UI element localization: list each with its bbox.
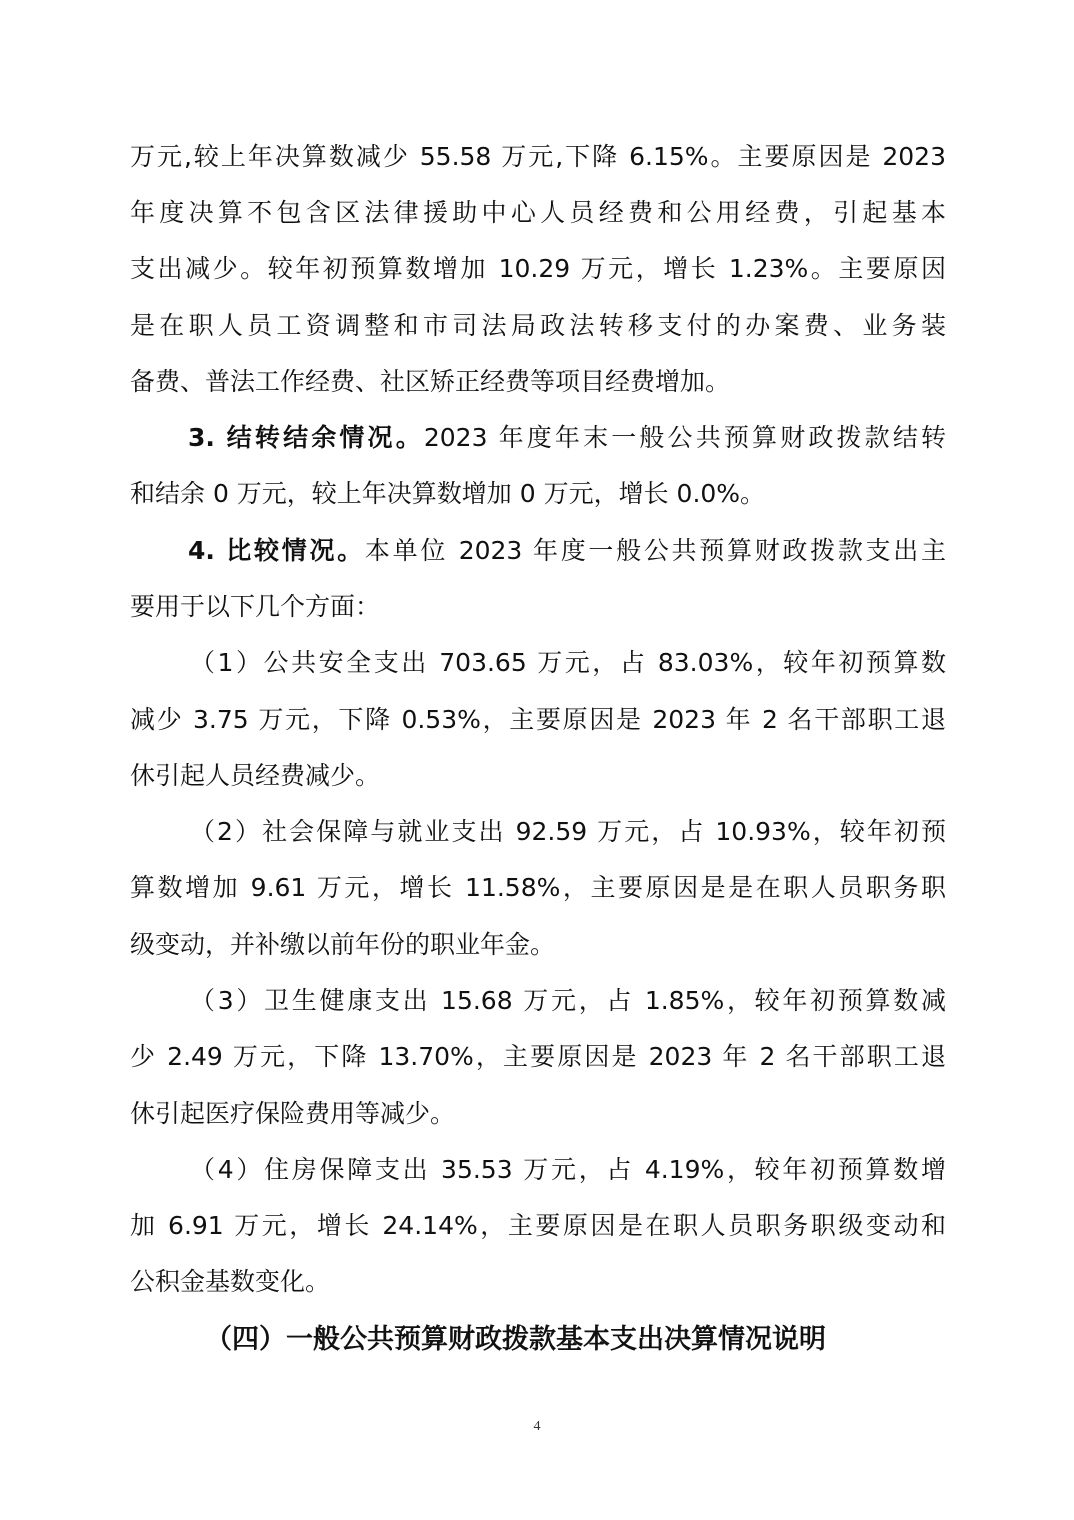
paragraph-line: 年度决算不包含区法律援助中心人员经费和公用经费，引起基本	[130, 198, 946, 227]
page-number: 4	[533, 1419, 541, 1434]
list-item-line: （3）卫生健康支出 15.68 万元，占 1.85%，较年初预算数减	[190, 986, 946, 1015]
list-item-line: 少 2.49 万元，下降 13.70%，主要原因是 2023 年 2 名干部职工退	[130, 1042, 946, 1071]
list-item-line: （1）公共安全支出 703.65 万元，占 83.03%，较年初预算数	[190, 648, 946, 677]
paragraph-line: 要用于以下几个方面：	[130, 592, 381, 621]
list-item-line: 公积金基数变化。	[130, 1267, 331, 1296]
paragraph-line: 支出减少。较年初预算数增加 10.29 万元，增长 1.23%。主要原因	[130, 254, 946, 283]
list-item-line: 休引起人员经费减少。	[130, 761, 381, 790]
section-heading: （四）一般公共预算财政拨款基本支出决算情况说明	[205, 1324, 826, 1355]
paragraph-lead: 3. 结转结余情况。	[188, 423, 424, 452]
paragraph-line: 万元,较上年决算数减少 55.58 万元,下降 6.15%。主要原因是 2023	[130, 142, 946, 171]
paragraph-line: 和结余 0 万元，较上年决算数增加 0 万元，增长 0.0%。	[130, 479, 766, 508]
paragraph-carryover	[188, 418, 946, 458]
list-item-line: （4）住房保障支出 35.53 万元，占 4.19%，较年初预算数增	[190, 1155, 946, 1184]
list-item-line: 休引起医疗保险费用等减少。	[130, 1099, 456, 1128]
list-item-line: （2）社会保障与就业支出 92.59 万元，占 10.93%，较年初预	[190, 817, 946, 846]
list-item-line: 级变动，并补缴以前年份的职业年金。	[130, 930, 556, 959]
list-item-line: 加 6.91 万元，增长 24.14%，主要原因是在职人员职务职级变动和	[130, 1211, 946, 1240]
paragraph-line: 是在职人员工资调整和市司法局政法转移支付的办案费、业务装	[130, 311, 946, 340]
paragraph-comparison	[188, 531, 946, 571]
list-item-line: 算数增加 9.61 万元，增长 11.58%，主要原因是是在职人员职务职	[130, 873, 946, 902]
paragraph-text: 2023 年度年末一般公共预算财政拨款结转	[423, 423, 946, 452]
paragraph-text: 本单位 2023 年度一般公共预算财政拨款支出主	[364, 536, 946, 565]
list-item-line: 减少 3.75 万元，下降 0.53%，主要原因是 2023 年 2 名干部职工退	[130, 705, 946, 734]
paragraph-lead: 4. 比较情况。	[188, 536, 365, 565]
paragraph-line: 备费、普法工作经费、社区矫正经费等项目经费增加。	[130, 367, 731, 396]
